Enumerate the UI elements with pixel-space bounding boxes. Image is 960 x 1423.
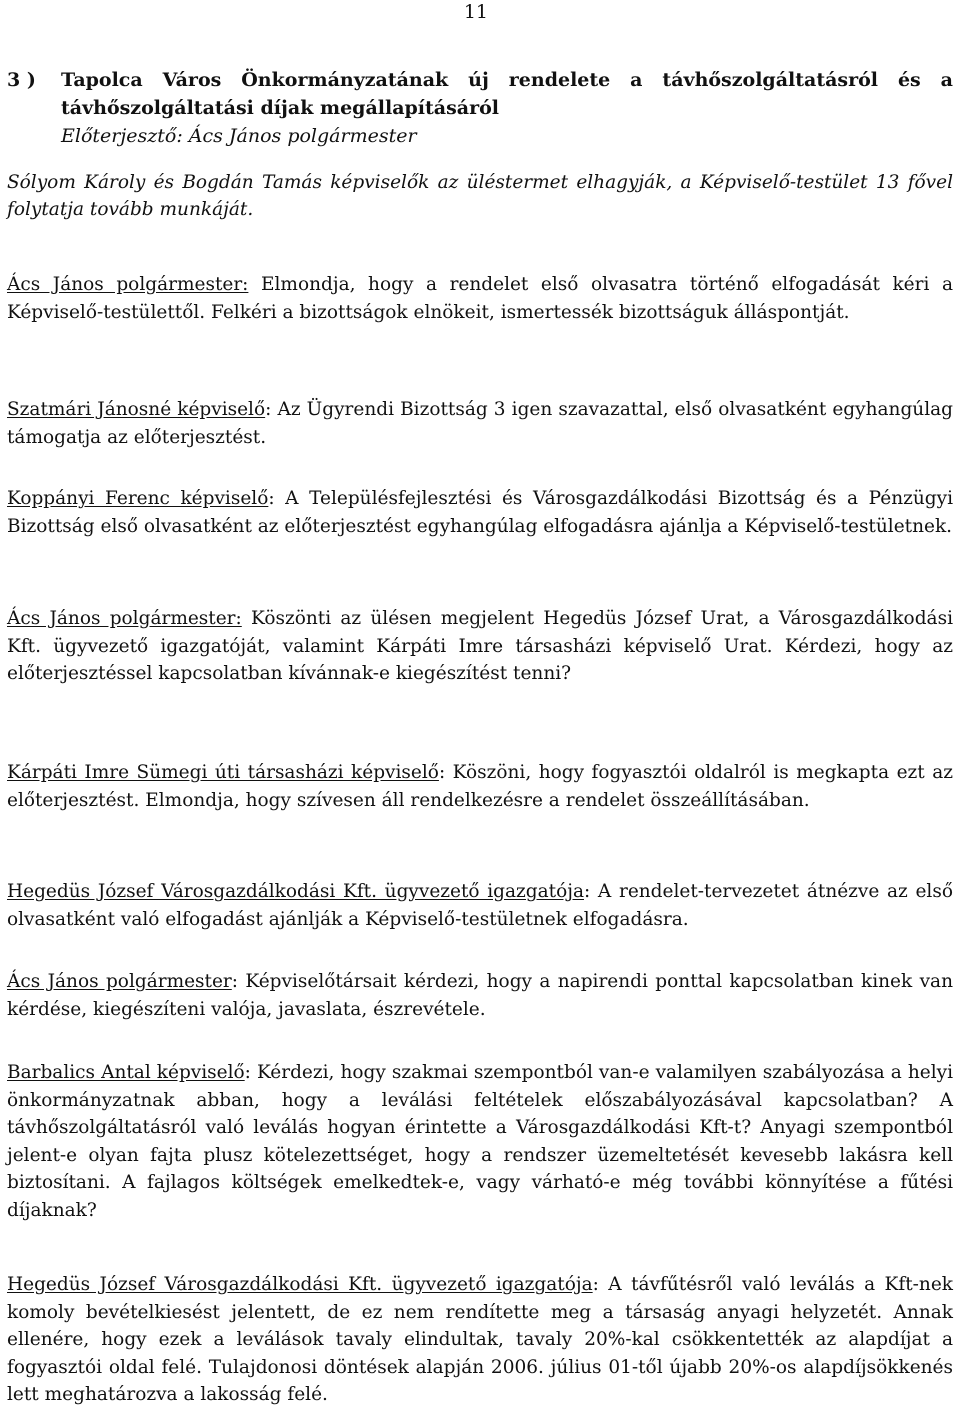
paragraph-text: Elmondja, hogy a rendelet első olvasatra történő elfogadását kéri a Képviselő-testülettől. Felkéri a bizottságok elnökeit, ismertessék bizottságuk álláspontját. [7, 274, 953, 323]
speaker-name: Ács János polgármester [7, 971, 232, 992]
speaker-separator: : [244, 1062, 257, 1083]
speaker-name: Koppányi Ferenc képviselő [7, 488, 269, 509]
paragraph-text: Képviselőtársait kérdezi, hogy a napirendi ponttal kapcsolatban kinek van kérdése, kiegészíteni valója, javaslata, észrevétele. [7, 971, 953, 1020]
speaker-name: Barbalics Antal képviselő [7, 1062, 245, 1083]
paragraph [7, 1271, 953, 1409]
paragraph-text: Köszöni, hogy fogyasztói oldalról is megkapta ezt az előterjesztést. Elmondja, hogy szívesen áll rendelkezésre a rendelet összeállításában. [7, 762, 953, 811]
paragraph-text: Az Ügyrendi Bizottság 3 igen szavazattal, első olvasatként egyhangúlag támogatja az előterjesztést. [7, 399, 953, 448]
agenda-heading [7, 66, 953, 122]
speaker-name: Ács János polgármester: [7, 608, 242, 629]
speaker-separator [242, 608, 251, 629]
speaker-separator [248, 274, 261, 295]
session-note: Sólyom Károly és Bogdán Tamás képviselők az üléstermet elhagyják, a Képviselő-testület 13 fővel folytatja tovább munkáját. [7, 172, 953, 220]
speaker-name: Ács János polgármester: [7, 274, 249, 295]
paragraph [7, 878, 953, 933]
speaker-name: Szatmári Jánosné képviselő [7, 399, 266, 420]
speaker-name: Kárpáti Imre Sümegi úti társasházi képviselő [7, 762, 439, 783]
speaker-separator: : [583, 881, 598, 902]
paragraph [7, 1059, 953, 1224]
speaker-separator: : [268, 488, 286, 509]
agenda-item [7, 66, 953, 223]
speaker-name: Hegedüs József Városgazdálkodási Kft. ügyvezető igazgatója [7, 881, 584, 902]
agenda-number: 3 ) [7, 69, 36, 91]
agenda-presenter: Előterjesztő: Ács János polgármester [61, 125, 417, 147]
paragraph-text: A rendelet-tervezetet átnézve az első olvasatként való elfogadást ajánlják a Képviselő-testületnek elfogadásra. [7, 881, 953, 930]
speaker-separator: : [265, 399, 278, 420]
paragraph [7, 605, 953, 688]
paragraph-text: A távfűtésről való leválás a Kft-nek komoly bevételkiesést jelentett, de ez nem rendítette meg a társaság anyagi helyzetét. Annak ellenére, hogy ezek a leválások tavaly elindultak, tavaly 20%-kal csökkentették az alapdíjat a fogyasztói oldal felé. Tulajdonosi döntések alapján 2006. július 01-től újabb 20%-os alapdíjsökkenés lett meghatározva a lakosság felé. [7, 1274, 953, 1405]
paragraph-text: A Településfejlesztési és Városgazdálkodási Bizottság és a Pénzügyi Bizottság első olvasatként az előterjesztést egyhangúlag elfogadásra ajánlja a Képviselő-testületnek. [7, 488, 953, 537]
page-number: 11 [463, 1, 488, 23]
agenda-title: Tapolca Város Önkormányzatának új rendelete a távhőszolgáltatásról és a távhőszolgáltatási díjak megállapításáról [61, 69, 953, 119]
paragraph-text: Köszönti az ülésen megjelent Hegedüs József Urat, a Városgazdálkodási Kft. ügyvezető igazgatóját, valamint Kárpáti Imre társasházi képviselő Urat. Kérdezi, hogy az előterjesztéssel kapcsolatban kívánnak-e kiegészítést tenni? [7, 608, 953, 684]
paragraph [7, 968, 953, 1023]
paragraph-text: Kérdezi, hogy szakmai szempontból van-e valamilyen szabályozása a helyi önkormányzatnak abban, hogy a leválási feltételek előszabályozásával kapcsolatban? A távhőszolgáltatásról való leválás hogyan érintette a Városgazdálkodási Kft-t? Anyagi szempontból jelent-e olyan fajta plusz kötelezettséget, hogy a rendszer üzemeltetését kevesebb lakásra kell biztosítani. A fajlagos költségek emelkedtek-e, vagy várható-e még további könnyítése a fűtési díjaknak? [7, 1062, 953, 1221]
speaker-separator: : [438, 762, 453, 783]
paragraph [7, 759, 953, 814]
paragraph [7, 485, 953, 540]
speaker-separator: : [231, 971, 246, 992]
speaker-separator: : [592, 1274, 609, 1295]
paragraph [7, 271, 953, 326]
paragraph [7, 396, 953, 451]
speaker-name: Hegedüs József Városgazdálkodási Kft. ügyvezető igazgatója [7, 1274, 593, 1295]
